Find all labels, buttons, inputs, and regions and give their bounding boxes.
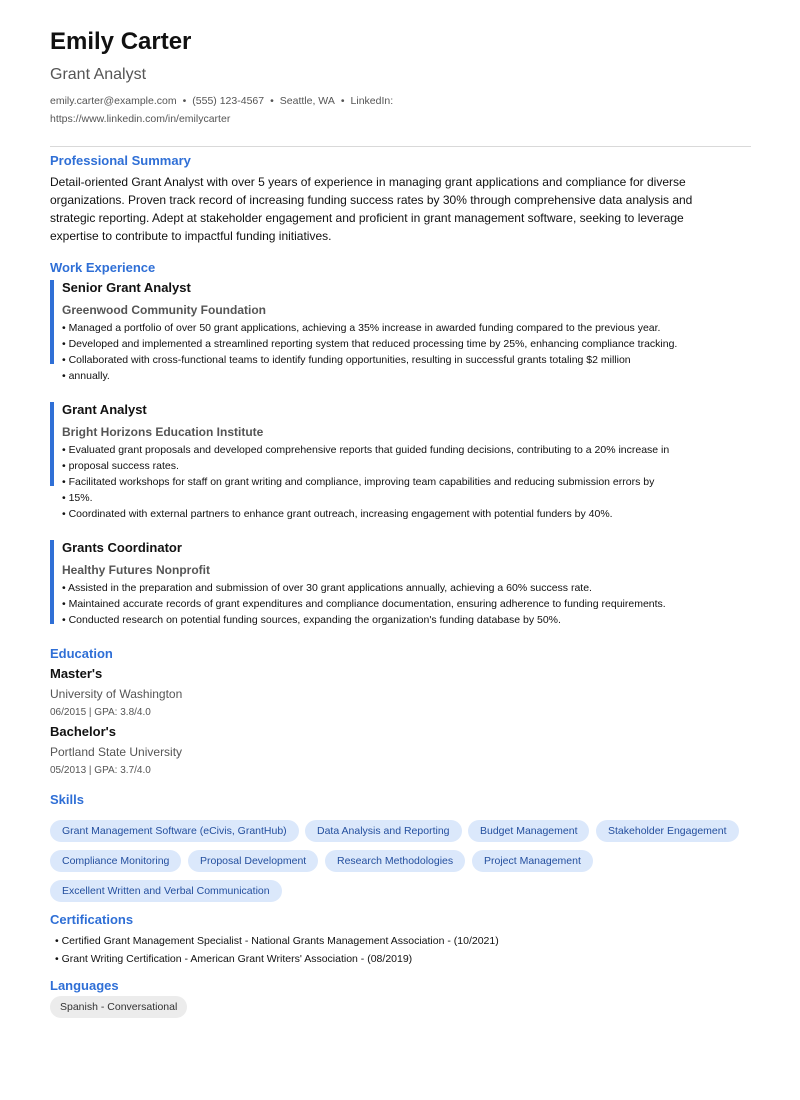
section-title-skills: Skills [50, 792, 84, 807]
section-title-education: Education [50, 646, 113, 661]
job-bullet: • 15%. [62, 492, 93, 504]
education-degree: Master's [50, 666, 103, 681]
education-meta: 06/2015 | GPA: 3.8/4.0 [50, 707, 151, 718]
candidate-title: Grant Analyst [50, 66, 147, 83]
job-bullet: • Coordinated with external partners to enhance grant outreach, increasing engagement with potential funders by 40%. [62, 508, 613, 520]
job-accent-bar [50, 402, 54, 486]
skill-chip: Proposal Development [188, 850, 318, 872]
job-bullet: • Conducted research on potential funding sources, expanding the organization's funding database by 50%. [62, 614, 561, 626]
job-title: Grant Analyst [62, 402, 147, 417]
section-title-certifications: Certifications [50, 912, 134, 927]
linkedin-label: LinkedIn: [350, 95, 394, 107]
skill-chip: Grant Management Software (eCivis, GrantHub) [50, 820, 299, 842]
certification-item: • Certified Grant Management Specialist - National Grants Management Association - (10/2021) [55, 935, 499, 947]
summary-text [50, 173, 740, 245]
summary-line: Detail-oriented Grant Analyst with over 5 years of experience in managing grant applications and compliance for diverse [50, 175, 686, 189]
section-title-summary: Professional Summary [50, 153, 191, 168]
contact-info [50, 92, 470, 128]
job-company: Bright Horizons Education Institute [62, 425, 264, 439]
summary-line: strategic reporting. Adept at stakeholder engagement and proficient in grant management software, seeking to leverage [50, 211, 684, 225]
education-school: University of Washington [50, 687, 183, 701]
header-divider [50, 146, 751, 147]
location: Seattle, WA [279, 95, 335, 107]
summary-line: expertise to contribute to impactful funding initiatives. [50, 229, 332, 243]
job-bullet: • proposal success rates. [62, 460, 179, 472]
skill-chip: Excellent Written and Verbal Communication [50, 880, 282, 902]
job-bullet: • Assisted in the preparation and submission of over 30 grant applications annually, achieving a 60% success rate. [62, 582, 592, 594]
section-title-experience: Work Experience [50, 260, 156, 275]
skill-chip: Research Methodologies [325, 850, 465, 872]
language-chip: Spanish - Conversational [50, 996, 187, 1018]
job-bullet: • Managed a portfolio of over 50 grant applications, achieving a 35% increase in awarded funding compared to the previous year. [62, 322, 661, 334]
job-bullet: • Collaborated with cross-functional teams to identify funding opportunities, resulting in successful grants totaling $2 million [62, 354, 631, 366]
job-company: Greenwood Community Foundation [62, 303, 266, 317]
job-title: Grants Coordinator [62, 540, 182, 555]
job-bullet: • Maintained accurate records of grant expenditures and compliance documentation, ensuring adherence to funding requirements. [62, 598, 666, 610]
education-school: Portland State University [50, 745, 183, 759]
job-bullet: • annually. [62, 370, 110, 382]
job-title: Senior Grant Analyst [62, 280, 191, 295]
skill-chip: Project Management [472, 850, 593, 872]
job-accent-bar [50, 280, 54, 364]
phone-number: (555) 123-4567 [192, 95, 265, 107]
job-bullet: • Developed and implemented a streamlined reporting system that reduced processing time by 25%, enhancing compliance tracking. [62, 338, 678, 350]
email-link[interactable]: emily.carter@example.com [50, 95, 177, 107]
job-company: Healthy Futures Nonprofit [62, 563, 211, 577]
skill-chip: Compliance Monitoring [50, 850, 181, 872]
certification-item: • Grant Writing Certification - American Grant Writers' Association - (08/2019) [55, 953, 413, 965]
job-accent-bar [50, 540, 54, 624]
education-meta: 05/2013 | GPA: 3.7/4.0 [50, 765, 151, 776]
candidate-name: Emily Carter [50, 28, 192, 55]
summary-line: organizations. Proven track record of increasing funding success rates by 30% through comprehensive data analysis and [50, 193, 693, 207]
skill-chip: Data Analysis and Reporting [305, 820, 462, 842]
skill-chip: Stakeholder Engagement [596, 820, 739, 842]
education-degree: Bachelor's [50, 724, 116, 739]
section-title-languages: Languages [50, 978, 119, 993]
skill-chip: Budget Management [468, 820, 589, 842]
contact-separator: • [340, 95, 345, 107]
contact-separator: • [182, 95, 187, 107]
contact-separator: • [270, 95, 274, 107]
job-bullet: • Facilitated workshops for staff on grant writing and compliance, improving team capabilities and reducing submission errors by [62, 476, 655, 488]
job-bullet: • Evaluated grant proposals and developed comprehensive reports that guided funding decisions, contributing to a 20% increase in [62, 444, 670, 456]
linkedin-link[interactable]: https://www.linkedin.com/in/emilycarter [50, 113, 231, 125]
